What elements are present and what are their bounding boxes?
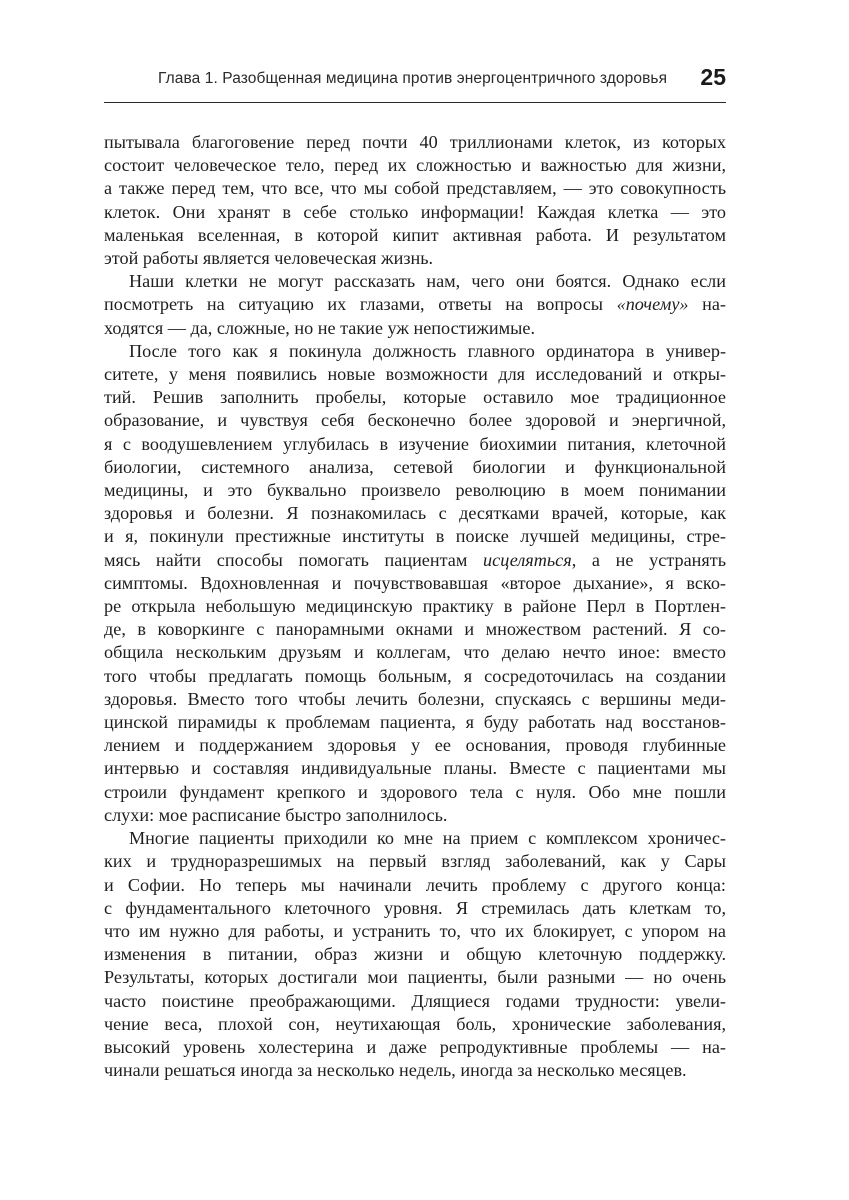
- text-line: ходятся — да, сложные, но не такие уж непостижимые.: [104, 317, 535, 338]
- text-line: общила нескольким друзьям и коллегам, что делаю нечто иное: вместо: [104, 642, 726, 663]
- text-line: чинали решаться иногда за несколько недель, иногда за несколько месяцев.: [104, 1060, 687, 1081]
- text-line: После того как я покинула должность главного ординатора в универ-: [129, 340, 726, 361]
- text-line: симптомы. Вдохновленная и почувствовавшая «второе дыхание», я вско-: [104, 572, 726, 593]
- page-number: 25: [700, 64, 726, 90]
- text-line: здоровья и болезни. Я познакомилась с десятками врачей, которые, как: [104, 503, 726, 524]
- running-header: [104, 62, 726, 103]
- text-line: высокий уровень холестерина и даже репродуктивные проблемы — на-: [104, 1036, 726, 1057]
- text-line: медицины, и это буквально произвело революцию в моем понимании: [104, 480, 726, 501]
- emphasis: «почему»: [616, 294, 689, 315]
- paragraph: [104, 340, 726, 827]
- paragraph: [104, 131, 726, 270]
- text-line: лением и поддержанием здоровья у ее основания, проводя глубинные: [104, 735, 726, 756]
- text-line: я с воодушевлением углубилась в изучение биохимии питания, клеточной: [104, 433, 726, 454]
- text-line: изменения в питании, образ жизни и общую клеточную поддержку.: [104, 944, 726, 965]
- text-line: Результаты, которых достигали мои пациенты, были разными — но очень: [104, 967, 726, 988]
- text-line: часто поистине преображающими. Длящиеся годами трудности: увели-: [104, 990, 726, 1011]
- text-line: биологии, системного анализа, сетевой биологии и функциональной: [104, 456, 726, 477]
- text-line: состоит человеческое тело, перед их сложностью и важностью для жизни,: [104, 155, 726, 176]
- text-line: тий. Решив заполнить пробелы, которые оставило мое традиционное: [104, 387, 726, 408]
- paragraph: [104, 827, 726, 1082]
- text-line: Наши клетки не могут рассказать нам, чего они боятся. Однако если: [129, 271, 726, 292]
- text-line: пытывала благоговение перед почти 40 триллионами клеток, из которых: [104, 132, 726, 152]
- text-line: того чтобы предлагать помощь больным, я сосредоточилась на создании: [104, 665, 726, 686]
- body-text: [104, 131, 726, 1082]
- text-line: де, в коворкинге с панорамными окнами и множеством растений. Я со-: [104, 619, 726, 640]
- text-line: маленькая вселенная, в которой кипит активная работа. И результатом: [104, 224, 726, 245]
- text-line: интервью и составляя индивидуальные планы. Вместе с пациентами мы: [104, 758, 726, 779]
- text-line: ре открыла небольшую медицинскую практику в районе Перл в Портлен-: [104, 596, 726, 617]
- text-line: ких и трудноразрешимых на первый взгляд заболеваний, как у Сары: [104, 851, 726, 872]
- emphasis: исцеляться: [483, 549, 572, 570]
- text-line: строили фундамент крепкого и здорового тела с нуля. Обо мне пошли: [104, 781, 726, 802]
- text-line: этой работы является человеческая жизнь.: [104, 248, 434, 269]
- text-line: образование, и чувствуя себя бесконечно более здоровой и энергичной,: [104, 410, 726, 431]
- text-line: слухи: мое расписание быстро заполнилось.: [104, 804, 448, 825]
- text-line: мясь найти способы помогать пациентам исцеляться, а не устранять: [104, 549, 726, 570]
- paragraph: [104, 270, 726, 340]
- text-line: ситете, у меня появились новые возможности для исследований и откры-: [104, 364, 726, 385]
- text-line: что им нужно для работы, и устранить то, что их блокирует, с упором на: [104, 920, 726, 941]
- text-line: здоровья. Вместо того чтобы лечить болезни, спускаясь с вершины меди-: [104, 688, 726, 709]
- chapter-title: Глава 1. Разобщенная медицина против энергоцентричного здоровья: [158, 70, 668, 87]
- text-line: и Софии. Но теперь мы начинали лечить проблему с другого конца:: [104, 874, 726, 895]
- text-line: цинской пирамиды к проблемам пациента, я буду работать над восстанов-: [104, 712, 726, 733]
- text-line: Многие пациенты приходили ко мне на прием с комплексом хроничес-: [129, 828, 726, 849]
- text-line: а также перед тем, что все, что мы собой представляем, — это совокупность: [104, 178, 726, 199]
- text-line: и я, покинули престижные институты в поиске лучшей медицины, стре-: [104, 526, 726, 547]
- text-line: посмотреть на ситуацию их глазами, ответы на вопросы «почему» на-: [104, 294, 726, 315]
- text-line: с фундаментального клеточного уровня. Я стремилась дать клеткам то,: [104, 897, 726, 918]
- text-line: клеток. Они хранят в себе столько информации! Каждая клетка — это: [104, 201, 726, 222]
- text-line: чение веса, плохой сон, неутихающая боль, хронические заболевания,: [104, 1013, 726, 1034]
